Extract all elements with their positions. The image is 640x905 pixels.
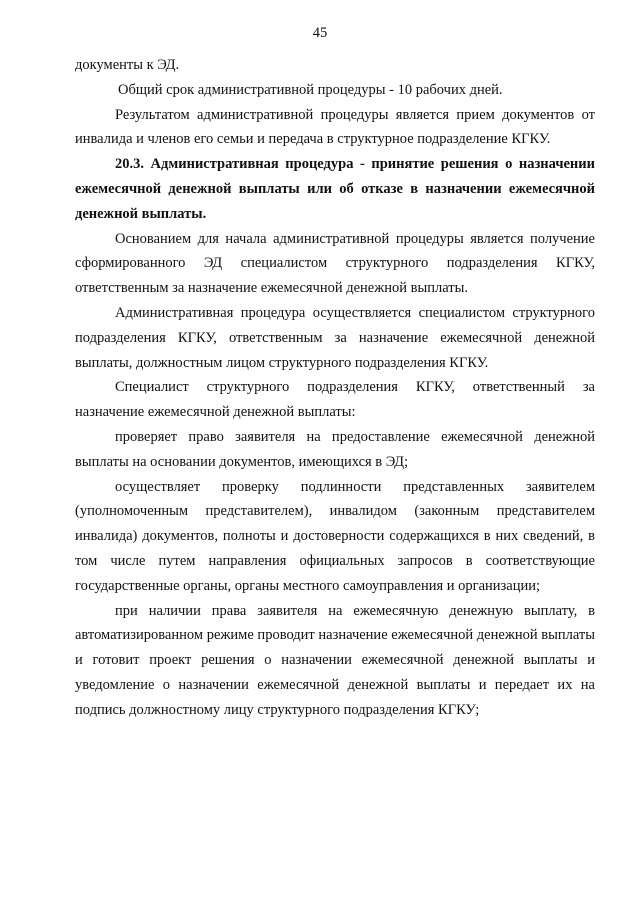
page-number: 45 [312,25,328,41]
list-item-check-right: проверяет право заявителя на предоставление ежемесячной денежной выплаты на основании документов, имеющихся в ЭД; [75,428,595,470]
list-item-prepare-decision: при наличии права заявителя на ежемесячную денежную выплату, в автоматизированном режиме проводит назначение ежемесячной денежной выплаты и готовит проект решения о назначении ежемесячной денежной выплаты и уведомление о назначении ежемесячной денежной выплаты и передает их на подпись должностному лицу структурного подразделения КГКУ; [75,602,595,718]
paragraph-grounds: Основанием для начала административной процедуры является получение сформированного ЭД специалистом структурного подразделения КГКУ, ответственным за назначение ежемесячной денежной выплаты. [75,230,595,297]
paragraph-procedure-term: Общий срок административной процедуры - 10 рабочих дней. [118,81,503,98]
page-body [75,53,595,723]
paragraph-procedure-result: Результатом административной процедуры является прием документов от инвалида и членов его семьи и передача в структурное подразделение КГКУ. [75,106,595,148]
paragraph-specialist-intro: Специалист структурного подразделения КГКУ, ответственный за назначение ежемесячной денежной выплаты: [75,379,595,421]
paragraph-performer: Административная процедура осуществляется специалистом структурного подразделения КГКУ, ответственным за назначение ежемесячной денежной выплаты, должностным лицом структурного подразделения КГКУ. [75,304,595,371]
section-heading-20-3: 20.3. Административная процедура - принятие решения о назначении ежемесячной денежной выплаты или об отказе в назначении ежемесячной денежной выплаты. [75,156,595,222]
list-item-verify-documents: осуществляет проверку подлинности представленных заявителем (уполномоченным представителем), инвалидом (законным представителем инвалида) документов, полноты и достоверности содержащихся в них сведений, в том числе путем направления официальных запросов в соответствующие государственные органы, органы местного самоуправления и организации; [75,478,595,594]
paragraph-continuation: документы к ЭД. [75,57,180,73]
